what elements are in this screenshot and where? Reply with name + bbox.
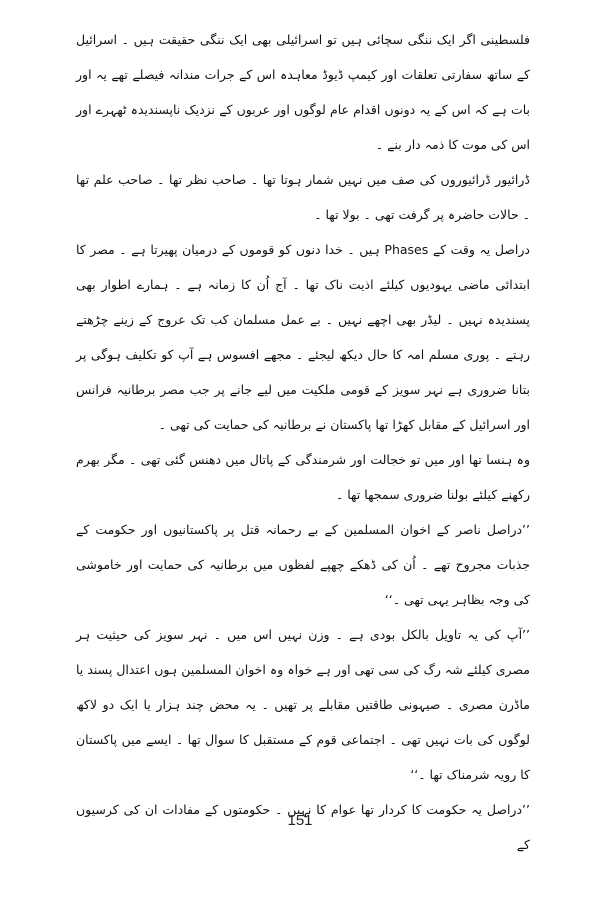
paragraph-6: ’’آپ کی یہ تاویل بالکل بودی ہے ۔ وزن نہیں اس میں ۔ نہر سویز کی حیثیت ہر مصری کیلئے شہ رگ کی سی تھی اور ہے خواہ وہ اخوان المسلمین ہوں اعتدال پسند یا ماڈرن مصری ۔ صیہونی طاقتیں مقابلے پر تھیں ۔ یہ محض چند ہزار یا ایک دو لاکھ لوگوں کی بات نہیں تھی ۔ اجتماعی قوم کے مستقبل کا سوال تھا ۔ ایسے میں پاکستان کا رویہ شرمناک تھا ۔‘‘ [76, 627, 530, 782]
paragraph-4: وہ ہنسا تھا اور میں تو خجالت اور شرمندگی کے پاتال میں دھنس گئی تھی ۔ مگر بھرم رکھنے کیلئے بولنا ضروری سمجھا تھا ۔ [76, 452, 530, 502]
paragraph-3: دراصل یہ وقت کے Phases ہیں ۔ خدا دنوں کو قوموں کے درمیان پھیرتا ہے ۔ مصر کا ابتدائی ماضی یہودیوں کیلئے اذیت ناک تھا ۔ آج اُن کا زمانہ ہے ۔ ہمارے اطوار بھی پسندیدہ نہیں ۔ لیڈر بھی اچھے نہیں ۔ بے عمل مسلمان کب تک عروج کے زینے چڑھتے رہتے ۔ پوری مسلم امہ کا حال دیکھ لیجئے ۔ مجھے افسوس ہے آپ کو تکلیف ہوگی پر بتانا ضروری ہے نہر سویز کے قومی ملکیت میں لیے جانے پر جب مصر برطانیہ فرانس اور اسرائیل کے مقابل کھڑا تھا پاکستان نے برطانیہ کی حمایت کی تھی ۔ [76, 242, 530, 432]
paragraph-1: فلسطینی اگر ایک ننگی سچائی ہیں تو اسرائیلی بھی ایک ننگی حقیقت ہیں ۔ اسرائیل کے ساتھ سفارتی تعلقات اور کیمپ ڈیوڈ معاہدہ اس کے جرات مندانہ فیصلے تھے یہ اور بات ہے کہ اس کے یہ دونوں اقدام عام لوگوں اور عربوں کے نزدیک ناپسندیدہ ٹھہرے اور اس کی موت کا ذمہ دار بنے ۔ [76, 32, 530, 152]
body-text [76, 22, 530, 862]
page-number: 151 [287, 812, 313, 829]
paragraph-7: ’’دراصل یہ حکومت کا کردار تھا عوام کا نہیں ۔ حکومتوں کے مفادات ان کی کرسیوں کے [76, 802, 530, 852]
paragraph-2: ڈرائیور ڈرائیوروں کی صف میں نہیں شمار ہوتا تھا ۔ صاحب نظر تھا ۔ صاحب علم تھا ۔ حالات حاضرہ پر گرفت تھی ۔ بولا تھا ۔ [76, 172, 530, 222]
paragraph-5: ’’دراصل ناصر کے اخوان المسلمین کے بے رحمانہ قتل پر پاکستانیوں اور حکومت کے جذبات مجروح تھے ۔ اُن کی ڈھکے چھپے لفظوں میں برطانیہ کی حمایت اور خاموشی کی وجہ بظاہر یہی تھی ۔‘‘ [76, 522, 530, 607]
